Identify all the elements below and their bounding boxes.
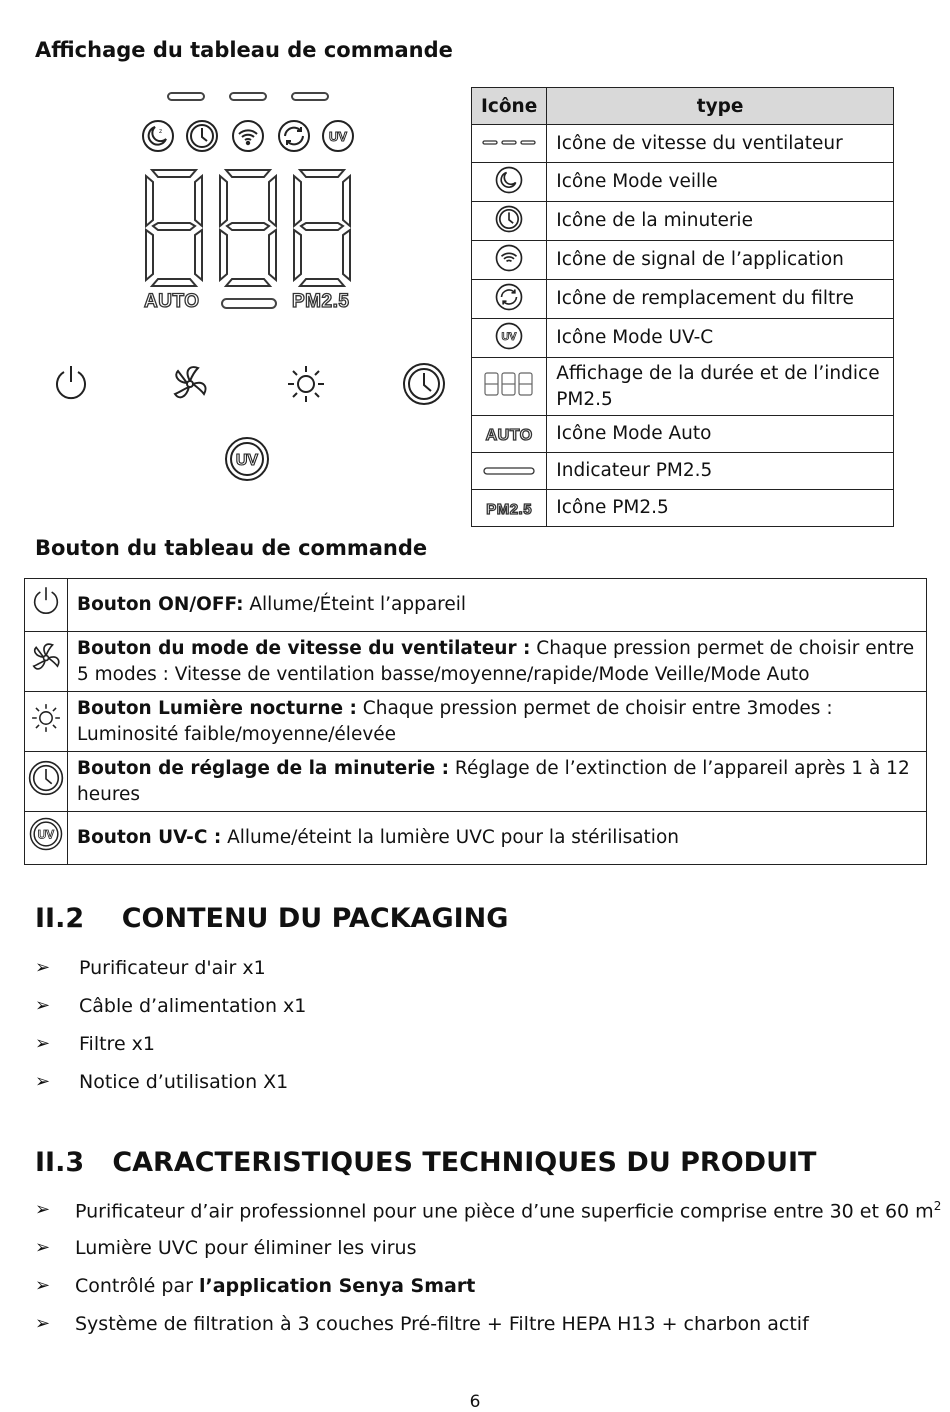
list-item: Système de filtration à 3 couches Pré-filtre + Filtre HEPA H13 + charbon actif — [75, 1313, 809, 1335]
icon-table-header-icon: Icône — [472, 88, 547, 125]
button-label: Bouton UV-C : — [77, 827, 222, 848]
night-light-button-icon[interactable] — [284, 362, 328, 406]
sun-icon — [29, 701, 63, 735]
button-label: Bouton de réglage de la minuterie : — [77, 757, 450, 779]
uv-icon — [29, 817, 63, 851]
sleep-mode-icon — [494, 165, 524, 195]
uv-icon — [320, 118, 356, 154]
bullet-arrow-icon: ➢ — [35, 1033, 51, 1054]
button-row — [68, 632, 927, 692]
list-item: Notice d’utilisation X1 — [79, 1071, 289, 1093]
spec-text: Purificateur d’air professionnel pour une pièce d’une superficie comprise entre 30 et 60 m — [75, 1200, 934, 1223]
bullet-arrow-icon: ➢ — [35, 1199, 51, 1220]
section-title-buttons: Bouton du tableau de commande — [35, 536, 428, 560]
pm-indicator-bar-icon — [481, 465, 537, 477]
button-row — [68, 692, 927, 752]
spec-sup: 2 — [933, 1199, 942, 1213]
speed-bar-1 — [167, 92, 205, 101]
icon-row-text: Icône Mode UV-C — [547, 319, 894, 358]
timer-button-icon[interactable] — [402, 362, 446, 406]
button-desc: Allume/éteint la lumière UVC pour la stérilisation — [221, 827, 679, 848]
wifi-signal-icon — [494, 243, 524, 273]
fan-speed-bars-icon — [479, 135, 539, 149]
icon-table — [471, 87, 894, 527]
filter-replace-icon — [494, 282, 524, 312]
specs-heading: II.3 CARACTERISTIQUES TECHNIQUES DU PRODUIT — [35, 1147, 817, 1178]
bullet-arrow-icon: ➢ — [35, 957, 51, 978]
icon-row-text: Icône Mode Auto — [547, 416, 894, 453]
icon-table-header-type: type — [547, 88, 894, 125]
pm-indicator-bar — [221, 298, 277, 309]
auto-label: AUTO — [144, 291, 200, 312]
fan-icon — [28, 640, 64, 676]
button-label: Bouton ON/OFF: — [77, 594, 244, 615]
bullet-arrow-icon: ➢ — [35, 1071, 51, 1092]
svg-text:UV: UV — [501, 330, 517, 343]
pm25-label: PM2.5 — [292, 291, 350, 312]
bullet-arrow-icon: ➢ — [35, 1275, 51, 1296]
button-row — [68, 579, 927, 632]
svg-text:UV: UV — [235, 452, 259, 469]
button-table — [24, 578, 927, 865]
sleep-mode-icon — [140, 118, 176, 154]
wifi-signal-icon — [230, 118, 266, 154]
uv-icon — [494, 321, 524, 351]
button-row — [68, 752, 927, 812]
button-label: Bouton du mode de vitesse du ventilateur : — [77, 637, 531, 659]
svg-text:UV: UV — [37, 827, 55, 842]
button-desc: Chaque pression permet de choisir entre 3modes : Luminosité faible/moyenne/élevée — [77, 697, 833, 745]
icon-row-text: Icône Mode veille — [547, 163, 894, 202]
icon-row-text: Indicateur PM2.5 — [547, 453, 894, 490]
digits-display-icon — [483, 371, 535, 397]
icon-row-text: Icône de la minuterie — [547, 202, 894, 241]
power-icon — [29, 584, 63, 618]
timer-icon — [184, 118, 220, 154]
spec-text: Contrôlé par — [75, 1275, 199, 1297]
spec-bold: l’application Senya Smart — [198, 1275, 476, 1297]
icon-row-text: Affichage de la durée et de l’indice PM2.5 — [547, 358, 894, 416]
svg-text:z: z — [159, 128, 163, 135]
icon-row-text: Icône de signal de l’application — [547, 241, 894, 280]
button-label: Bouton Lumière nocturne : — [77, 697, 357, 719]
list-item: Câble d’alimentation x1 — [79, 995, 307, 1017]
filter-replace-icon — [276, 118, 312, 154]
svg-text:UV: UV — [328, 129, 348, 144]
speed-bar-3 — [291, 92, 329, 101]
list-item: Purificateur d'air x1 — [79, 957, 266, 979]
power-button-icon[interactable] — [50, 362, 92, 404]
button-desc: Réglage de l’extinction de l’appareil après 1 à 12 heures — [77, 757, 910, 805]
page-number: 6 — [469, 1392, 481, 1412]
packaging-heading: II.2 CONTENU DU PACKAGING — [35, 903, 509, 934]
digits-display — [144, 168, 354, 288]
fan-button-icon[interactable] — [168, 362, 212, 406]
bullet-arrow-icon: ➢ — [35, 1313, 51, 1334]
list-item: Filtre x1 — [79, 1033, 156, 1055]
icon-row-text: Icône PM2.5 — [547, 490, 894, 527]
icon-row-text: Icône de remplacement du filtre — [547, 280, 894, 319]
button-row — [68, 812, 927, 865]
clock-icon — [28, 760, 64, 796]
section-title-display: Affichage du tableau de commande — [35, 38, 453, 62]
uv-button-icon[interactable] — [224, 436, 270, 482]
auto-icon: AUTO — [485, 426, 533, 444]
list-item — [75, 1275, 475, 1297]
list-item — [75, 1199, 941, 1222]
control-panel-illustration — [40, 86, 460, 486]
icon-row-text: Icône de vitesse du ventilateur — [547, 125, 894, 163]
timer-icon — [494, 204, 524, 234]
button-desc: Chaque pression permet de choisir entre 5 modes : Vitesse de ventilation basse/moyenne/rapide/Mode Veille/Mode Auto — [77, 637, 915, 685]
bullet-arrow-icon: ➢ — [35, 995, 51, 1016]
list-item: Lumière UVC pour éliminer les virus — [75, 1237, 417, 1259]
speed-bar-2 — [229, 92, 267, 101]
button-desc: Allume/Éteint l’appareil — [243, 594, 467, 615]
bullet-arrow-icon: ➢ — [35, 1237, 51, 1258]
pm25-icon: PM2.5 — [486, 500, 533, 518]
